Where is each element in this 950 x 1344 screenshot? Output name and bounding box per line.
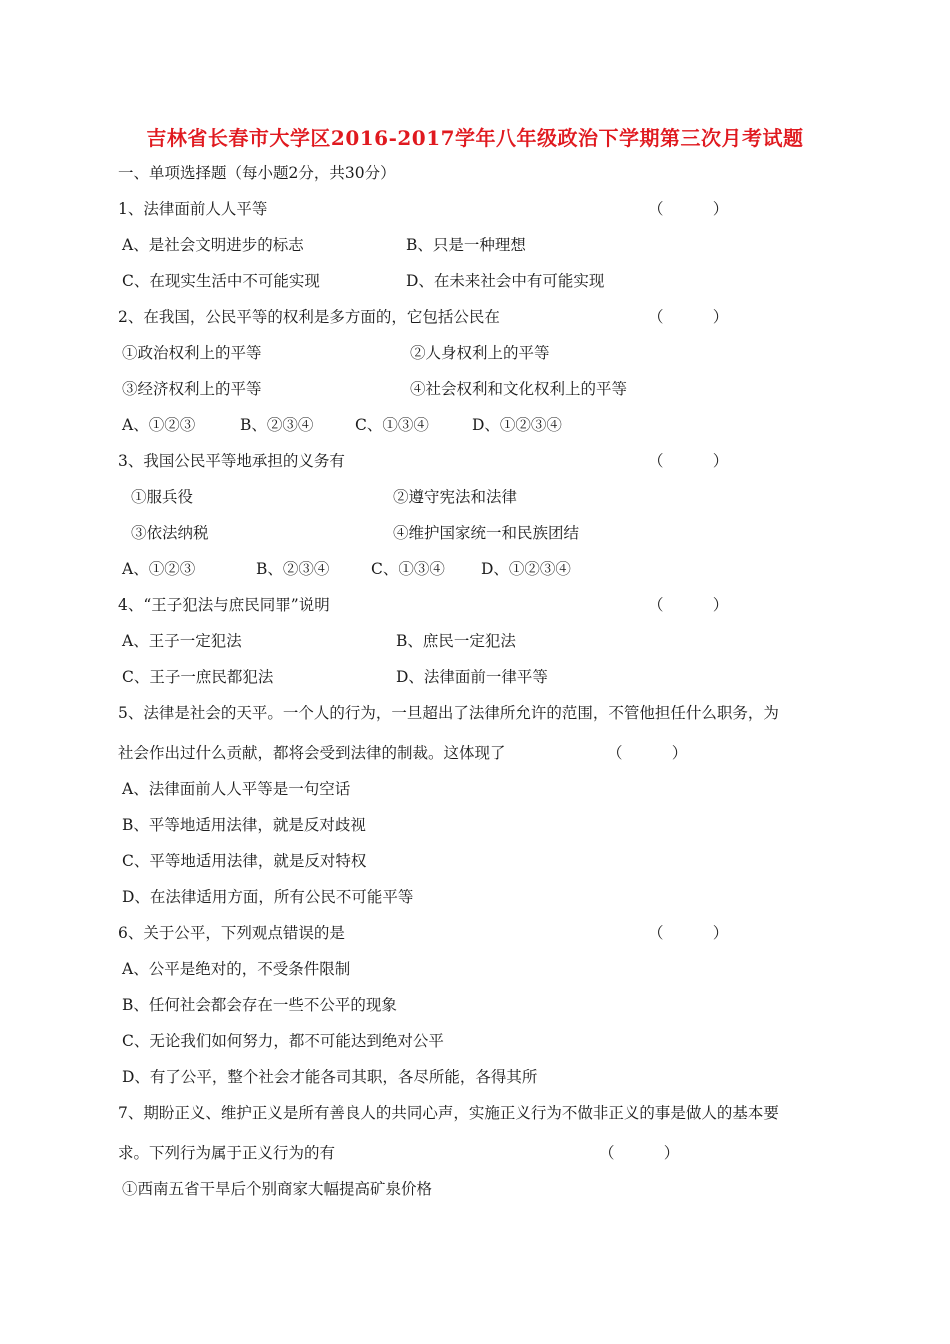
question-1-option-d: D、在未来社会中有可能实现 bbox=[406, 272, 605, 290]
question-1-stem: 1、法律面前人人平等 bbox=[118, 200, 268, 218]
question-6-stem: 6、关于公平，下列观点错误的是 bbox=[118, 924, 345, 942]
question-3-option-d: D、①②③④ bbox=[481, 560, 571, 578]
question-6-option-d: D、有了公平，整个社会才能各司其职，各尽所能，各得其所 bbox=[122, 1068, 538, 1086]
question-2-option-b: B、②③④ bbox=[240, 416, 314, 434]
question-1-option-a: A、是社会文明进步的标志 bbox=[122, 236, 304, 254]
question-5-option-b: B、平等地适用法律，就是反对歧视 bbox=[122, 816, 366, 834]
page-title: 吉林省长春市大学区2016-2017学年八年级政治下学期第三次月考试题 bbox=[146, 126, 804, 150]
question-3-answer-blank: （ ） bbox=[648, 452, 729, 470]
question-2-answer-blank: （ ） bbox=[648, 308, 729, 326]
question-2-item-2: ②人身权利上的平等 bbox=[410, 344, 550, 362]
question-4-stem: 4、“王子犯法与庶民同罪”说明 bbox=[118, 596, 330, 614]
question-2-item-1: ①政治权利上的平等 bbox=[122, 344, 262, 362]
question-1-option-b: B、只是一种理想 bbox=[406, 236, 526, 254]
question-1-answer-blank: （ ） bbox=[648, 200, 729, 218]
question-6-option-b: B、任何社会都会存在一些不公平的现象 bbox=[122, 996, 397, 1014]
question-1-option-c: C、在现实生活中不可能实现 bbox=[122, 272, 320, 290]
question-7-stem-line-2: 求。下列行为属于正义行为的有 bbox=[118, 1144, 336, 1162]
question-5-option-a: A、法律面前人人平等是一句空话 bbox=[122, 780, 351, 798]
question-3-item-1: ①服兵役 bbox=[131, 488, 194, 506]
question-4-answer-blank: （ ） bbox=[648, 596, 729, 614]
question-5-stem-line-1: 5、法律是社会的天平。一个人的行为，一旦超出了法律所允许的范围，不管他担任什么职务，为 bbox=[118, 704, 779, 722]
question-6-option-c: C、无论我们如何努力，都不可能达到绝对公平 bbox=[122, 1032, 444, 1050]
question-6-option-a: A、公平是绝对的，不受条件限制 bbox=[122, 960, 351, 978]
question-2-item-4: ④社会权利和文化权利上的平等 bbox=[410, 380, 628, 398]
question-3-item-3: ③依法纳税 bbox=[131, 524, 209, 542]
question-3-option-a: A、①②③ bbox=[122, 560, 196, 578]
question-2-option-d: D、①②③④ bbox=[472, 416, 562, 434]
question-3-option-c: C、①③④ bbox=[371, 560, 445, 578]
question-3-option-b: B、②③④ bbox=[256, 560, 330, 578]
question-5-option-c: C、平等地适用法律，就是反对特权 bbox=[122, 852, 367, 870]
question-4-option-a: A、王子一定犯法 bbox=[122, 632, 242, 650]
question-3-item-2: ②遵守宪法和法律 bbox=[393, 488, 518, 506]
question-5-option-d: D、在法律适用方面，所有公民不可能平等 bbox=[122, 888, 414, 906]
question-2-stem: 2、在我国，公民平等的权利是多方面的，它包括公民在 bbox=[118, 308, 500, 326]
question-2-option-a: A、①②③ bbox=[122, 416, 196, 434]
question-7-answer-blank: （ ） bbox=[599, 1144, 680, 1162]
section-heading: 一、单项选择题（每小题2分，共30分） bbox=[118, 164, 396, 182]
question-7-stem-line-1: 7、期盼正义、维护正义是所有善良人的共同心声，实施正义行为不做非正义的事是做人的基本要 bbox=[118, 1104, 779, 1122]
question-7-item-1: ①西南五省干旱后个别商家大幅提高矿泉价格 bbox=[122, 1180, 433, 1198]
question-5-answer-blank: （ ） bbox=[607, 744, 688, 762]
question-4-option-c: C、王子一庶民都犯法 bbox=[122, 668, 274, 686]
question-5-stem-line-2: 社会作出过什么贡献，都将会受到法律的制裁。这体现了 bbox=[118, 744, 506, 762]
question-4-option-b: B、庶民一定犯法 bbox=[396, 632, 516, 650]
question-2-item-3: ③经济权利上的平等 bbox=[122, 380, 262, 398]
question-3-stem: 3、我国公民平等地承担的义务有 bbox=[118, 452, 345, 470]
question-4-option-d: D、法律面前一律平等 bbox=[396, 668, 548, 686]
question-6-answer-blank: （ ） bbox=[648, 924, 729, 942]
question-3-item-4: ④维护国家统一和民族团结 bbox=[393, 524, 580, 542]
question-2-option-c: C、①③④ bbox=[355, 416, 429, 434]
